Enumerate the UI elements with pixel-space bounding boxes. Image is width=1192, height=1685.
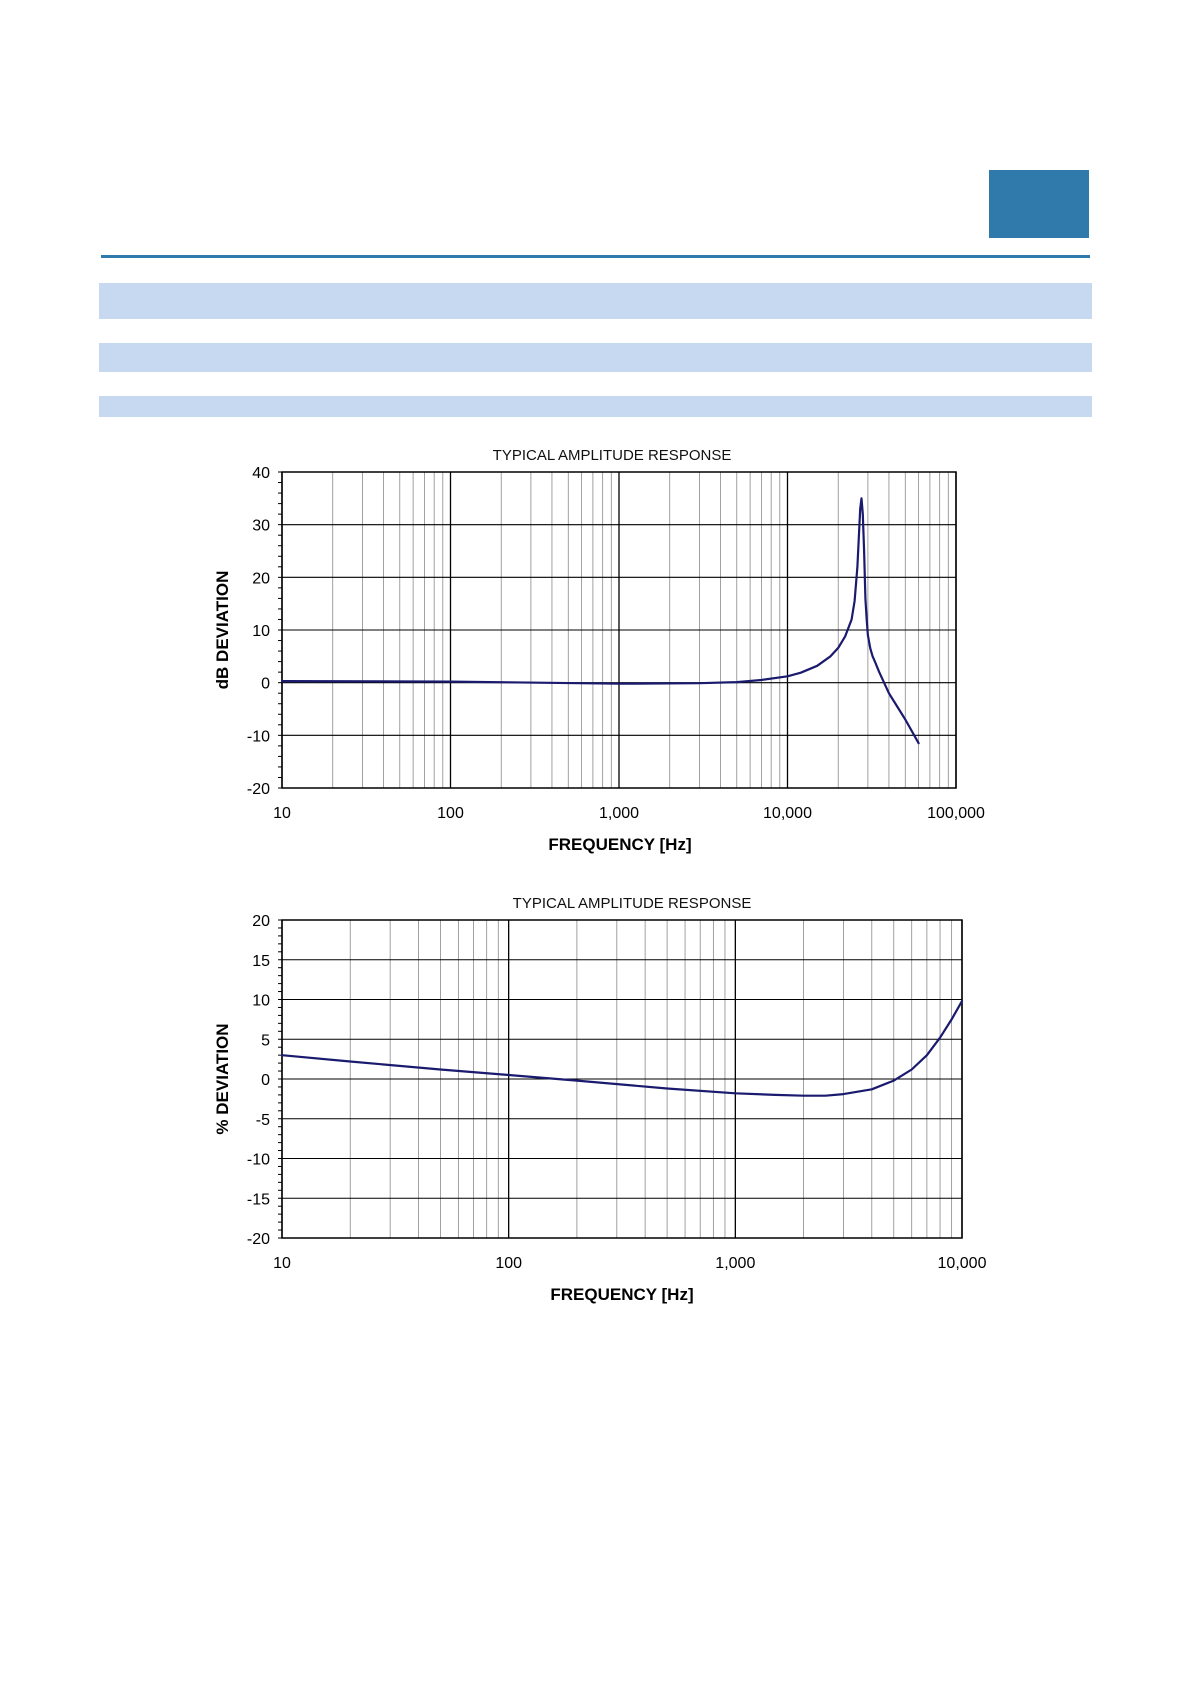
x-tick-label: 1,000 bbox=[715, 1255, 756, 1272]
y-tick-label: -20 bbox=[246, 1231, 270, 1248]
series-line bbox=[282, 498, 919, 743]
y-tick-label: 15 bbox=[252, 952, 270, 970]
chart-title: TYPICAL AMPLITUDE RESPONSE bbox=[512, 895, 752, 912]
db-deviation-chart bbox=[0, 430, 1192, 870]
y-tick-label: 10 bbox=[252, 623, 270, 640]
y-tick-label: 40 bbox=[252, 465, 270, 482]
y-tick-label: -5 bbox=[255, 1111, 270, 1129]
y-axis-title: % DEVIATION bbox=[213, 1023, 232, 1135]
page-tab-marker bbox=[989, 170, 1089, 238]
y-tick-label: 30 bbox=[252, 517, 270, 535]
x-tick-label: 100 bbox=[495, 1255, 523, 1272]
x-axis-title: FREQUENCY [Hz] bbox=[550, 1285, 694, 1304]
y-axis-title: dB DEVIATION bbox=[213, 570, 232, 690]
y-tick-label: 20 bbox=[252, 570, 270, 588]
percent-deviation-chart bbox=[0, 880, 1192, 1320]
x-tick-label: 10 bbox=[273, 805, 291, 822]
y-tick-label: -10 bbox=[246, 1151, 270, 1169]
y-tick-label: 0 bbox=[261, 675, 270, 693]
x-tick-label: 1,000 bbox=[598, 805, 640, 822]
series-line bbox=[282, 1001, 962, 1096]
section-band bbox=[99, 283, 1092, 319]
y-tick-label: 0 bbox=[261, 1072, 270, 1089]
x-tick-label: 100 bbox=[437, 805, 464, 822]
section-band bbox=[99, 343, 1092, 372]
y-tick-label: -15 bbox=[246, 1191, 270, 1209]
y-tick-label: 10 bbox=[252, 992, 270, 1010]
x-tick-label: 10,000 bbox=[937, 1255, 987, 1272]
x-tick-label: 100,000 bbox=[927, 805, 985, 822]
chart-title: TYPICAL AMPLITUDE RESPONSE bbox=[492, 447, 732, 464]
y-tick-label: -20 bbox=[246, 781, 270, 798]
y-tick-label: -10 bbox=[246, 728, 270, 746]
x-tick-label: 10,000 bbox=[763, 805, 812, 822]
y-tick-label: 5 bbox=[261, 1032, 270, 1050]
section-band bbox=[99, 396, 1092, 417]
y-tick-label: 20 bbox=[252, 913, 270, 930]
header-rule bbox=[101, 255, 1090, 258]
x-tick-label: 10 bbox=[273, 1255, 291, 1272]
x-axis-title: FREQUENCY [Hz] bbox=[548, 835, 692, 854]
